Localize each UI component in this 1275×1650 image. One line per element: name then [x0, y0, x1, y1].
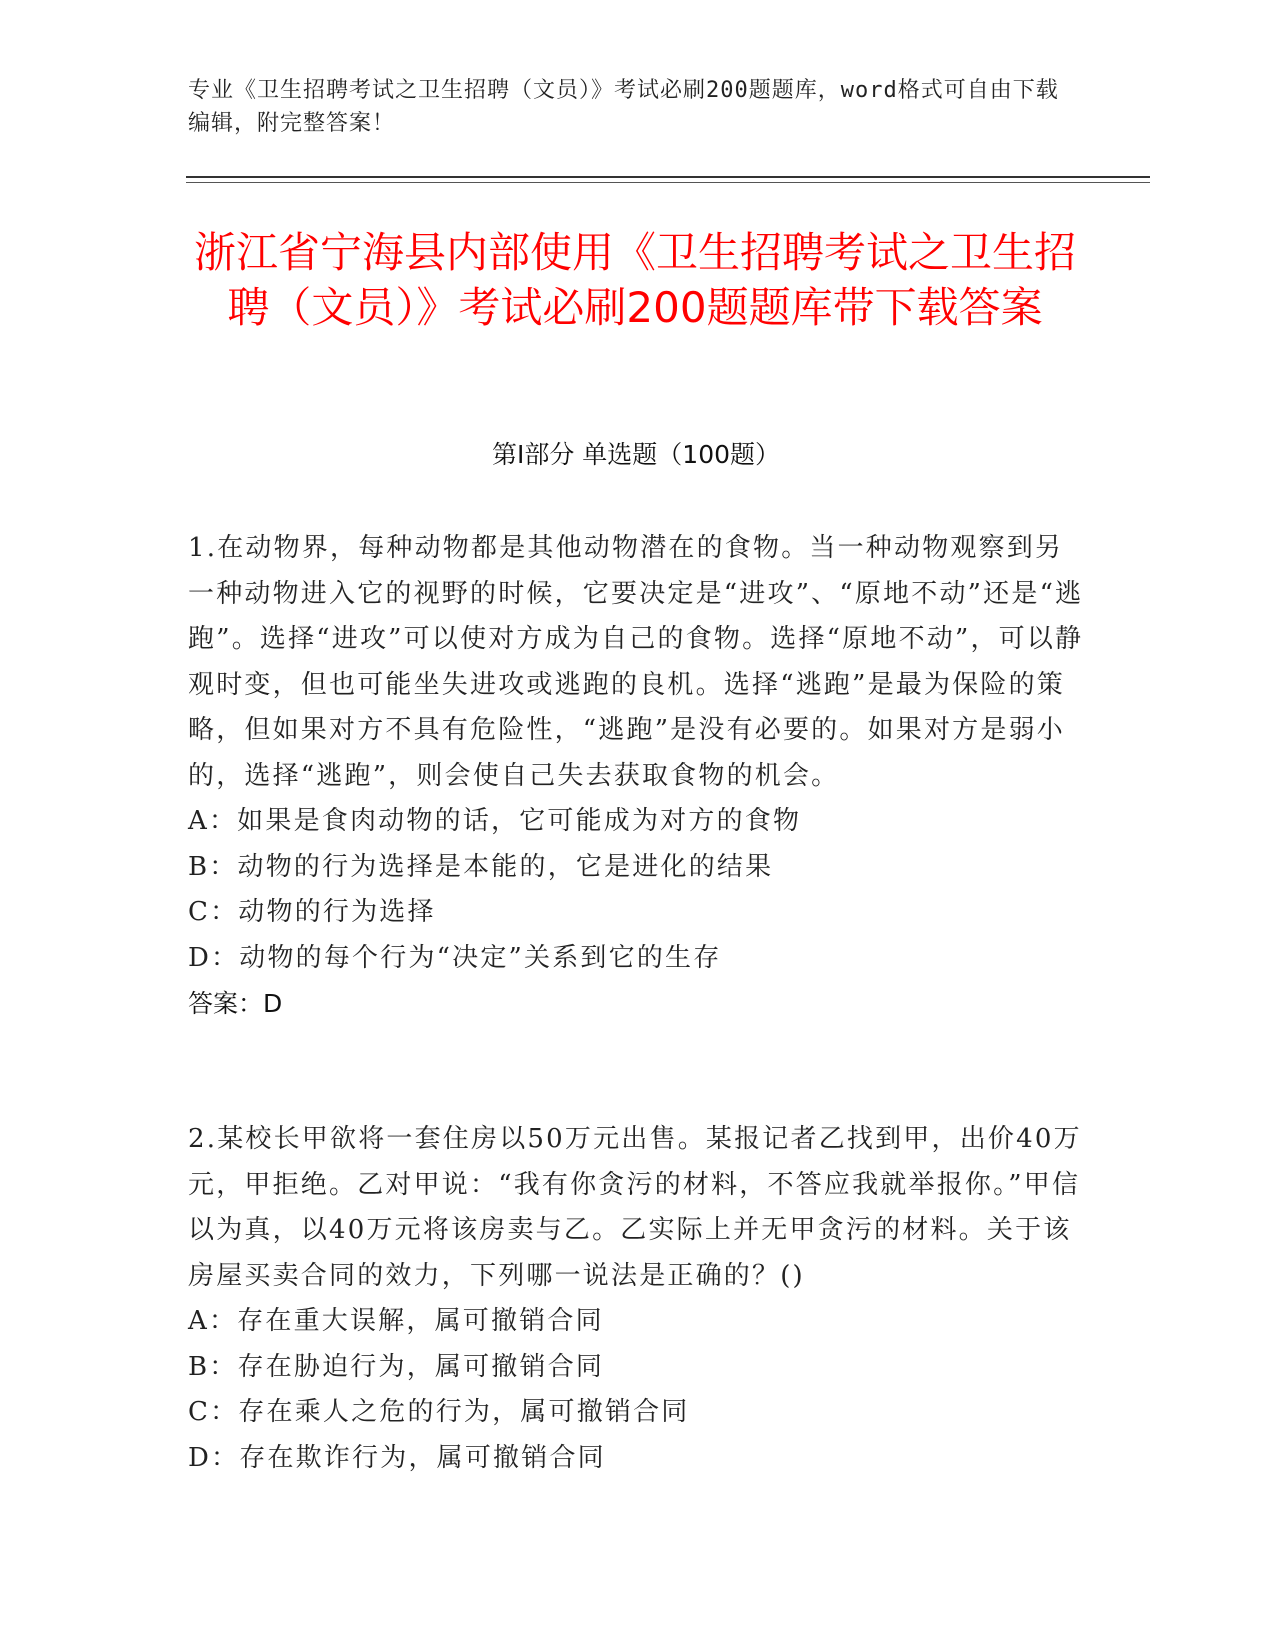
option-d: D：存在欺诈行为，属可撤销合同 — [188, 1442, 606, 1473]
question-2 — [188, 1117, 1088, 1481]
option-a: A：如果是食肉动物的话，它可能成为对方的食物 — [188, 806, 802, 836]
question-1 — [188, 526, 1088, 1027]
option-a: A：存在重大误解，属可撤销合同 — [188, 1306, 604, 1336]
option-c: C：存在乘人之危的行为，属可撤销合同 — [188, 1397, 690, 1427]
answer-label: 答案：D — [188, 989, 283, 1018]
header-divider-thick — [186, 176, 1150, 178]
option-b: B：动物的行为选择是本能的，它是进化的结果 — [188, 851, 774, 882]
question-stem: 1.在动物界，每种动物都是其他动物潜在的食物。当一种动物观察到另一种动物进入它的视野的时候，它要决定是“进攻”、“原地不动”还是“逃跑”。选择“进攻”可以使对方成为自己的食物。选择“原地不动”，可以静观时变，但也可能坐失进攻或逃跑的良机。选择“逃跑”是最为保险的策略，但如果对方不具有危险性，“逃跑”是没有必要的。如果对方是弱小的，选择“逃跑”，则会使自己失去获取食物的机会。 — [188, 533, 1084, 791]
section-heading: 第Ⅰ部分 单选题（100题） — [491, 440, 781, 469]
question-stem: 2.某校长甲欲将一套住房以50万元出售。某报记者乙找到甲，出价40万元，甲拒绝。乙对甲说：“我有你贪污的材料，不答应我就举报你。”甲信以为真，以40万元将该房卖与乙。乙实际上并无甲贪污的材料。关于该房屋买卖合同的效力，下列哪一说法是正确的？() — [188, 1124, 1082, 1291]
option-b: B：存在胁迫行为，属可撤销合同 — [188, 1351, 605, 1382]
option-c: C：动物的行为选择 — [188, 897, 436, 927]
option-d: D：动物的每个行为“决定”关系到它的生存 — [188, 942, 722, 973]
document-title: 浙江省宁海县内部使用《卫生招聘考试之卫生招聘（文员）》考试必刷200题题库带下载答案 — [193, 228, 1076, 332]
header-divider-thin — [186, 182, 1150, 183]
header-note: 专业《卫生招聘考试之卫生招聘（文员）》考试必刷200题题库，word格式可自由下载编辑，附完整答案！ — [188, 78, 1059, 136]
